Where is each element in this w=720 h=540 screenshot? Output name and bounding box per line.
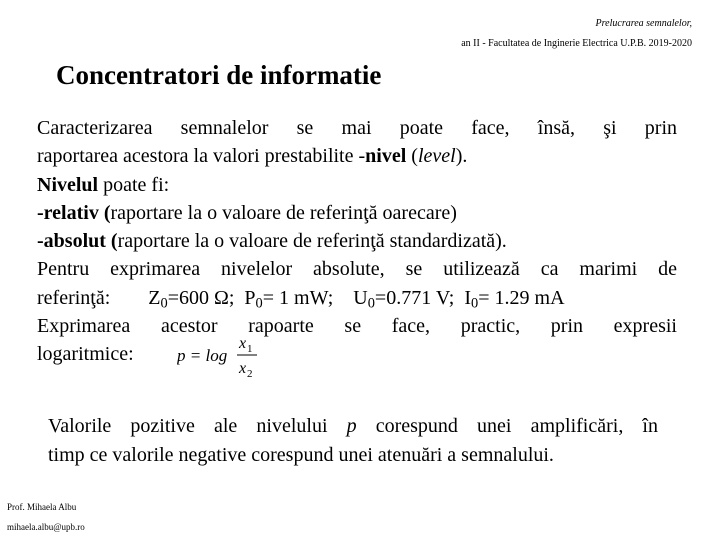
term-relativ: -relativ ( bbox=[37, 201, 111, 224]
log-ratio-formula bbox=[177, 328, 267, 382]
body-text: ( bbox=[406, 145, 418, 168]
reference-values-line bbox=[37, 284, 677, 312]
z0-value: $Z_0=600$ Ω; bbox=[148, 286, 235, 312]
body-line bbox=[37, 227, 677, 255]
term-nivelul: Nivelul bbox=[37, 173, 99, 196]
body-text: poate fi: bbox=[98, 173, 170, 196]
body-line: Caracterizarea semnalelor se mai poate face, însă, şi prin bbox=[37, 117, 677, 139]
formula-line bbox=[37, 335, 677, 381]
body-text: raportare la o valoare de referinţă standardizată). bbox=[117, 230, 507, 253]
symbol-p: p bbox=[346, 415, 357, 437]
body-line: Pentru exprimarea nivelelor absolute, se utilizează ca marimi de bbox=[37, 258, 677, 281]
body-text: ). bbox=[455, 145, 468, 168]
conclusion-paragraph bbox=[48, 412, 658, 470]
conclusion-line: timp ce valorile negative corespund unei atenuări a semnalului. bbox=[48, 444, 554, 466]
body-text: raportare la o valoare de referinţă oarecare) bbox=[110, 201, 457, 224]
body-line bbox=[37, 171, 677, 199]
course-name: Prelucrarea semnalelor, bbox=[595, 18, 692, 29]
reference-lead: referinţă: bbox=[37, 286, 111, 309]
formula-denominator: x bbox=[239, 360, 247, 378]
u0-value: $U_0=0.771$ V; bbox=[353, 286, 455, 312]
author-info bbox=[7, 497, 85, 537]
formula-lhs: p = log bbox=[177, 346, 228, 366]
slide-header bbox=[461, 14, 692, 54]
term-nivel: nivel bbox=[365, 145, 407, 168]
body-text: raportarea acestora la valori prestabilite - bbox=[37, 145, 366, 168]
body-text: logaritmice: bbox=[37, 343, 134, 366]
i0-value: $I_0= 1.29$ mA bbox=[464, 286, 565, 312]
formula-numerator-sub: 1 bbox=[247, 343, 253, 356]
body-line bbox=[37, 142, 677, 170]
term-absolut: -absolut ( bbox=[37, 230, 118, 253]
formula-denominator-sub: 2 bbox=[247, 368, 253, 381]
term-level: level bbox=[417, 145, 456, 168]
body-line bbox=[37, 199, 677, 227]
conclusion-line: Valorile pozitive ale nivelului p corespund unei amplificări, în bbox=[48, 415, 658, 437]
author-name: Prof. Mihaela Albu bbox=[7, 502, 77, 512]
course-info: an II - Facultatea de Inginerie Electrica U.P.B. 2019-2020 bbox=[461, 38, 692, 49]
formula-numerator: x bbox=[239, 335, 247, 353]
body-line: Exprimarea acestor rapoarte se face, practic, prin expresii bbox=[37, 315, 677, 338]
slide-body bbox=[37, 114, 677, 380]
slide-title: Concentratori de informatie bbox=[56, 60, 382, 90]
p0-value: $P_0= 1$ mW; bbox=[244, 286, 334, 312]
author-email: mihaela.albu@upb.ro bbox=[7, 522, 85, 532]
